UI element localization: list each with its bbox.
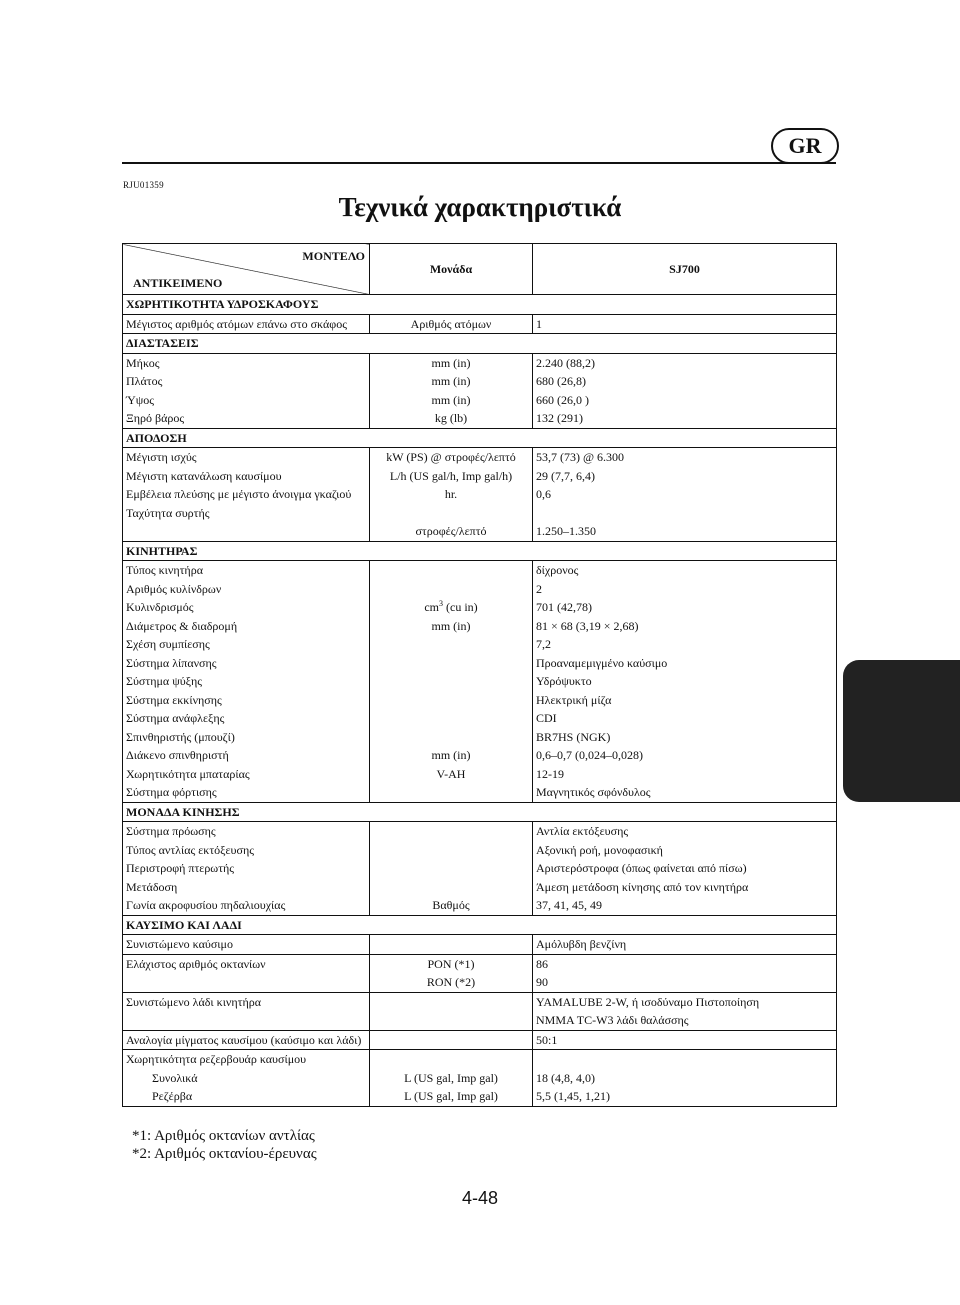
section-row	[123, 295, 837, 315]
value-text: 0,6–0,7 (0,024–0,028)	[536, 748, 643, 762]
section-title: ΔΙΑΣΤΑΣΕΙΣ	[123, 334, 837, 354]
item-cell	[123, 1050, 370, 1107]
value-cell	[533, 1030, 837, 1050]
value-cell	[533, 561, 837, 803]
header-value: SJ700	[533, 244, 837, 295]
value-text: 2.240 (88,2)	[536, 355, 595, 370]
section-row	[123, 802, 837, 822]
unit-cell	[370, 822, 533, 916]
unit-text: kg (lb)	[434, 411, 468, 425]
value-cell: 1	[533, 314, 837, 334]
spacer	[373, 654, 529, 673]
section-row	[123, 541, 837, 561]
value-text: 81 × 68 (3,19 × 2,68)	[536, 618, 639, 633]
spacer	[373, 709, 529, 728]
section-title: ΑΠΟΔΟΣΗ	[123, 428, 837, 448]
page-title: Τεχνικά χαρακτηριστικά	[338, 192, 622, 222]
item-text: Σύστημα ανάφλεξης	[126, 711, 225, 725]
table-header-row	[123, 244, 837, 295]
value-cell	[533, 1050, 837, 1107]
unit-cell	[370, 353, 533, 428]
item-text: Συνιστώμενο λάδι κινητήρα	[126, 994, 262, 1009]
item-cell	[123, 935, 370, 955]
value-text: Αντλία εκτόξευσης	[536, 824, 629, 838]
section-row	[123, 334, 837, 354]
value-text: Μαγνητικός σφόνδυλος	[536, 785, 651, 799]
unit-text: PON (*1)	[427, 956, 475, 971]
value-text: CDI	[536, 711, 557, 725]
value-text: Άμεση μετάδοση κίνησης από τον κινητήρα	[536, 879, 749, 894]
item-text: Ταχύτητα συρτής	[126, 505, 210, 520]
value-text: 53,7 (73) @ 6.300	[536, 450, 625, 464]
value-text: 37, 41, 45, 49	[536, 898, 602, 912]
value-text: 0,6	[536, 487, 551, 501]
item-text: Ελάχιστος αριθμός οκτανίων	[126, 956, 266, 971]
unit-text: mm (in)	[431, 355, 471, 370]
item-text: Πλάτος	[126, 374, 163, 388]
value-cell	[533, 353, 837, 428]
item-cell: Μέγιστος αριθμός ατόμων επάνω στο σκάφος	[123, 314, 370, 334]
unit-text: mm (in)	[431, 374, 471, 388]
language-badge: GR	[771, 128, 839, 164]
spacer	[373, 504, 529, 523]
unit-text: V-AH	[436, 766, 466, 781]
spacer	[373, 822, 529, 841]
unit-text: kW (PS) @ στροφές/λεπτό	[386, 450, 516, 464]
item-text: Σύστημα ψύξης	[126, 674, 203, 688]
table-row	[123, 822, 837, 916]
item-text: Διάκενο σπινθηριστή	[126, 748, 229, 762]
value-text: δίχρονος	[536, 563, 579, 577]
item-cell	[123, 822, 370, 916]
table-row	[123, 448, 837, 542]
unit-text: mm (in)	[431, 392, 471, 407]
item-text: Συνολικά	[152, 1070, 198, 1085]
item-text: Περιστροφή πτερωτής	[126, 861, 235, 875]
value-text: 680 (26,8)	[536, 374, 586, 388]
header-diagonal-cell	[123, 244, 370, 295]
value-text: 660 (26,0 )	[536, 392, 589, 407]
value-text: Ηλεκτρική μίζα	[536, 692, 612, 707]
chapter-tab	[843, 660, 960, 802]
value-text: 29 (7,7, 6,4)	[536, 468, 595, 483]
spacer	[373, 841, 529, 860]
item-text: Ρεζέρβα	[152, 1089, 193, 1103]
spacer	[373, 691, 529, 710]
item-text: Συνιστώμενο καύσιμο	[126, 937, 233, 951]
table-row	[123, 1030, 837, 1050]
header-rule	[122, 162, 836, 164]
table-row	[123, 561, 837, 803]
value-text: NMMA TC-W3 λάδι θαλάσσης	[536, 1013, 689, 1027]
item-text: Μέγιστη κατανάλωση καυσίμου	[126, 468, 282, 483]
item-text: Χωρητικότητα μπαταρίας	[126, 766, 250, 781]
item-text: Αριθμός κυλίνδρων	[126, 581, 222, 596]
value-text: 1.250–1.350	[536, 524, 596, 538]
unit-text: Βαθμός	[432, 898, 470, 912]
item-text: Τύπος κινητήρα	[126, 563, 203, 577]
value-cell	[533, 954, 837, 992]
item-cell	[123, 954, 370, 992]
unit-cell	[370, 561, 533, 803]
item-text: Μετάδοση	[126, 879, 178, 894]
unit-rest: (cu in)	[443, 600, 478, 614]
section-title: ΚΑΥΣΙΜΟ ΚΑΙ ΛΑΔΙ	[123, 915, 837, 935]
unit-text: hr.	[444, 487, 458, 501]
item-text: Κυλινδρισμός	[126, 600, 194, 614]
reference-code: RJU01359	[123, 180, 164, 190]
table-row	[123, 314, 837, 334]
unit-text: L (US gal, Imp gal)	[404, 1089, 498, 1103]
value-cell	[533, 448, 837, 542]
footnote: *2: Αριθμός οκτανίου-έρευνας	[132, 1146, 317, 1162]
value-text: 18 (4,8, 4,0)	[536, 1070, 595, 1085]
unit-cell	[370, 954, 533, 992]
table-row	[123, 1050, 837, 1107]
unit-cell	[370, 992, 533, 1030]
unit-cell	[370, 448, 533, 542]
item-text: Εμβέλεια πλεύσης με μέγιστο άνοιγμα γκαζιού	[126, 487, 352, 501]
item-text: Σύστημα εκκίνησης	[126, 692, 222, 707]
spacer	[373, 728, 529, 747]
value-text: 2	[536, 581, 542, 596]
section-row	[123, 915, 837, 935]
spacer	[373, 672, 529, 691]
unit-text: mm (in)	[431, 618, 471, 633]
header-model: ΜΟΝΤΕΛΟ	[302, 249, 365, 263]
unit-cell: Αριθμός ατόμων	[370, 314, 533, 334]
spacer	[373, 1050, 529, 1069]
value-text: 5,5 (1,45, 1,21)	[536, 1089, 610, 1103]
unit-text	[373, 598, 529, 617]
header-item: ΑΝΤΙΚΕΙΜΕΝΟ	[133, 275, 223, 290]
item-text: Γωνία ακροφυσίου πηδαλιουχίας	[126, 898, 286, 912]
unit-text: mm (in)	[431, 748, 471, 762]
spacer	[373, 783, 529, 802]
item-text: Ύψος	[126, 392, 155, 407]
item-text: Σύστημα πρόωσης	[126, 824, 216, 838]
section-row	[123, 428, 837, 448]
item-text: Χωρητικότητα ρεζερβουάρ καυσίμου	[126, 1052, 307, 1066]
value-text: 7,2	[536, 637, 551, 651]
item-text: Μήκος	[126, 355, 160, 370]
value-text: Αμόλυβδη βενζίνη	[536, 937, 627, 951]
value-text: BR7HS (NGK)	[536, 729, 611, 744]
spec-table	[122, 243, 837, 1107]
unit-cell	[370, 1050, 533, 1107]
section-title: ΜΟΝΑΔΑ ΚΙΝΗΣΗΣ	[123, 802, 837, 822]
value-text: YAMALUBE 2-W, ή ισοδύναμο Πιστοποίηση	[536, 994, 760, 1009]
unit-text: στροφές/λεπτό	[415, 524, 487, 538]
unit-base: cm	[424, 600, 439, 614]
spacer	[373, 635, 529, 654]
table-row	[123, 353, 837, 428]
value-text: Προαναμεμιγμένο καύσιμο	[536, 655, 668, 670]
spacer	[373, 878, 529, 897]
unit-superscript: 3	[439, 599, 443, 608]
spacer	[536, 504, 833, 523]
value-text: 12-19	[536, 766, 564, 781]
page-number: 4-48	[461, 1188, 499, 1208]
value-text: 701 (42,78)	[536, 600, 592, 614]
unit-cell	[370, 1030, 533, 1050]
item-text: Σύστημα φόρτισης	[126, 785, 217, 799]
item-text: Σπινθηριστής (μπουζί)	[126, 729, 235, 744]
item-cell	[123, 353, 370, 428]
table-row	[123, 992, 837, 1030]
table-row	[123, 935, 837, 955]
item-text: Ξηρό βάρος	[126, 411, 185, 425]
value-cell	[533, 992, 837, 1030]
item-cell	[123, 1030, 370, 1050]
value-text: Αριστερόστροφα (όπως φαίνεται από πίσω)	[536, 861, 747, 875]
item-text: Σχέση συμπίεσης	[126, 637, 210, 651]
spacer	[536, 1050, 833, 1069]
item-text: Διάμετρος & διαδρομή	[126, 618, 238, 633]
item-text: Σύστημα λίπανσης	[126, 655, 217, 670]
value-cell	[533, 822, 837, 916]
spacer	[373, 561, 529, 580]
header-unit: Μονάδα	[370, 244, 533, 295]
value-text: 132 (291)	[536, 411, 583, 425]
table-row	[123, 954, 837, 992]
value-text: Υδρόψυκτο	[536, 674, 592, 688]
spacer	[373, 580, 529, 599]
value-cell	[533, 935, 837, 955]
unit-cell	[370, 935, 533, 955]
spacer	[373, 859, 529, 878]
unit-text: RON (*2)	[426, 975, 476, 989]
section-title: ΧΩΡΗΤΙΚΟΤΗΤΑ ΥΔΡΟΣΚΑΦΟΥΣ	[123, 295, 837, 315]
value-text: 50:1	[536, 1032, 558, 1047]
item-cell	[123, 992, 370, 1030]
value-text: Αξονική ροή, μονοφασική	[536, 842, 663, 857]
section-title: ΚΙΝΗΤΗΡΑΣ	[123, 541, 837, 561]
footnotes	[132, 1127, 317, 1163]
value-text: 86	[536, 956, 548, 971]
item-cell	[123, 561, 370, 803]
item-text: Μέγιστη ισχύς	[126, 450, 197, 464]
item-cell	[123, 448, 370, 542]
item-text: Τύπος αντλίας εκτόξευσης	[126, 842, 254, 857]
value-text: 90	[536, 975, 548, 989]
unit-text: L (US gal, Imp gal)	[404, 1070, 498, 1085]
footnote: *1: Αριθμός οκτανίων αντλίας	[132, 1128, 315, 1144]
unit-text: L/h (US gal/h, Imp gal/h)	[389, 468, 513, 483]
item-text: Αναλογία μίγματος καυσίμου (καύσιμο και λάδι)	[126, 1032, 362, 1047]
